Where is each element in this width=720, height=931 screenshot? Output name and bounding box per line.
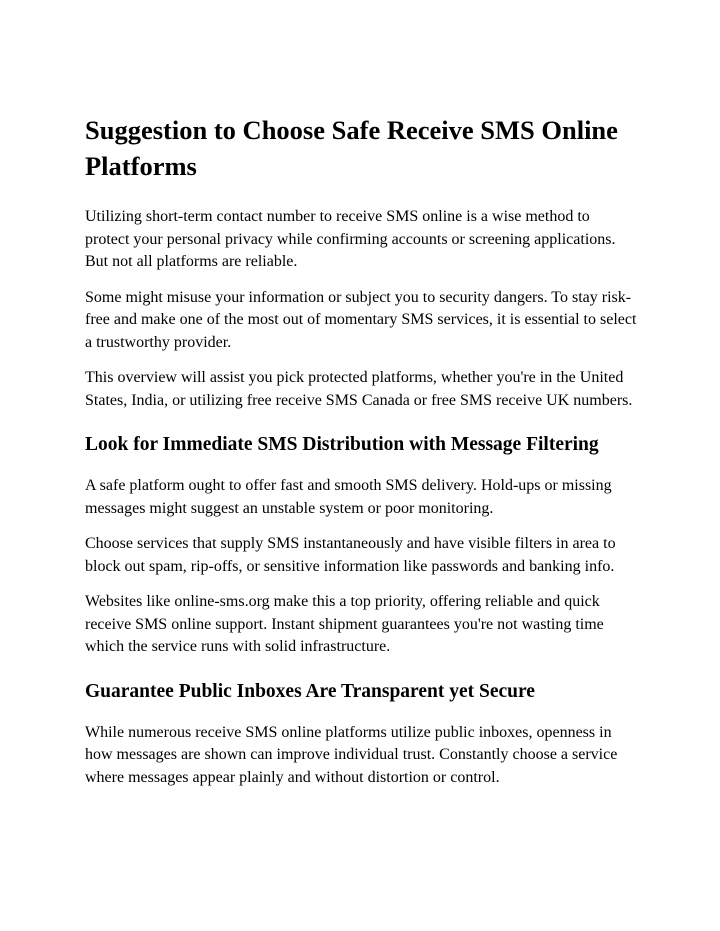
section-1-paragraph-3: Websites like online-sms.org make this a top priority, offering reliable and quick receive SMS online support. Instant shipment guarantees you're not wasting time which the service runs with solid infrastructure. <box>85 593 604 655</box>
section-heading-delivery: Look for Immediate SMS Distribution with Message Filtering <box>85 434 599 455</box>
section-1-paragraph-1: A safe platform ought to offer fast and smooth SMS delivery. Hold-ups or missing messages might suggest an unstable system or poor monitoring. <box>85 477 612 517</box>
intro-paragraph-2: Some might misuse your information or subject you to security dangers. To stay risk-free and make one of the most out of momentary SMS services, it is essential to select a trustworthy provider. <box>85 288 637 351</box>
section-heading-public-inboxes: Guarantee Public Inboxes Are Transparent yet Secure <box>85 680 535 702</box>
section-spacer <box>85 672 637 679</box>
section-1-paragraph-2: Choose services that supply SMS instantaneously and have visible filters in area to block out spam, rip-offs, or sensitive information like passwords and banking info. <box>85 535 616 575</box>
section-2-paragraph-1: While numerous receive SMS online platforms utilize public inboxes, openness in how messages are shown can improve individual trust. Constantly choose a service where messages appear plainly and without distortion or control. <box>85 723 618 786</box>
intro-paragraph-3: This overview will assist you pick protected platforms, whether you're in the United States, India, or utilizing free receive SMS Canada or free SMS receive UK numbers. <box>85 369 633 409</box>
page-title: Suggestion to Choose Safe Receive SMS Online Platforms <box>85 115 618 181</box>
section-spacer <box>85 425 637 432</box>
intro-paragraph-1: Utilizing short-term contact number to receive SMS online is a wise method to protect your personal privacy while confirming accounts or screening applications. But not all platforms are reliable. <box>85 208 616 270</box>
document-page <box>85 112 637 802</box>
